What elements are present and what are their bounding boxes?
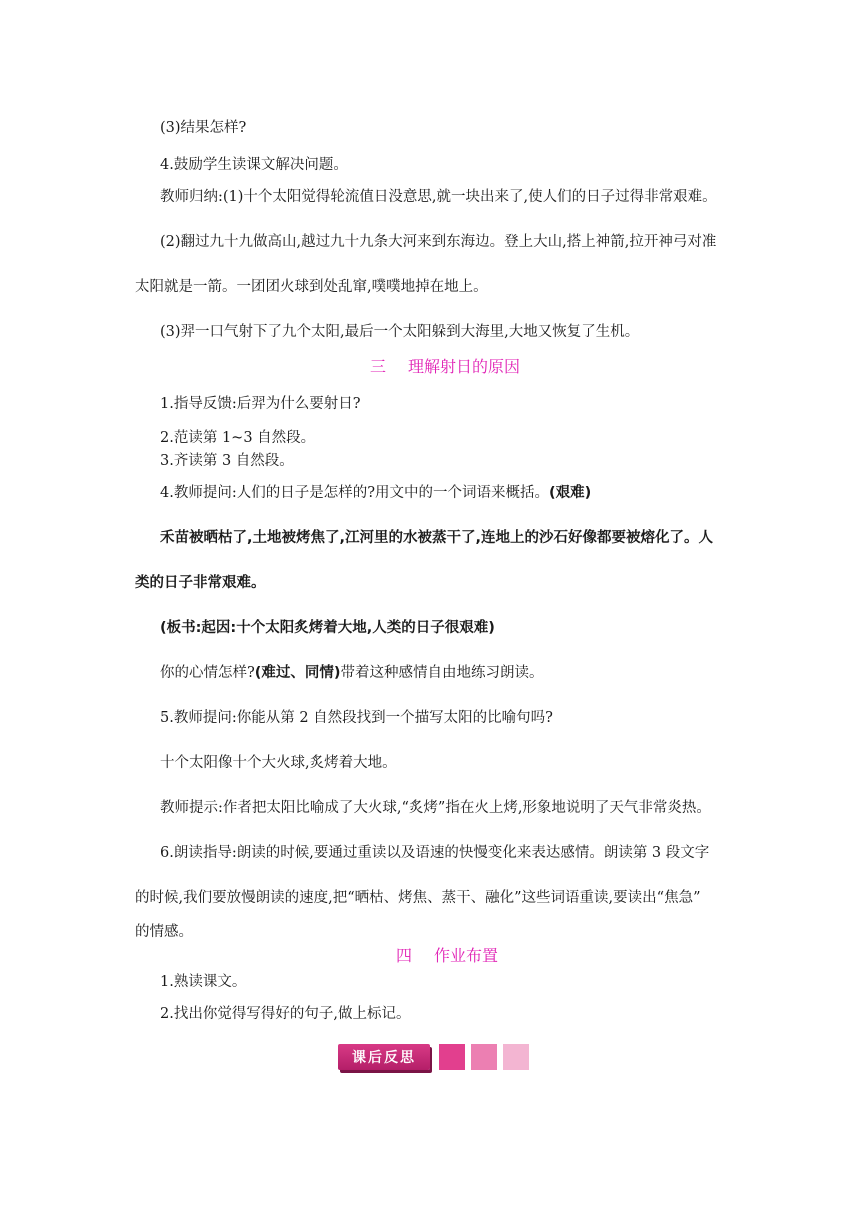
- text-line: (3)结果怎样?: [160, 120, 247, 136]
- section-number: 三: [370, 357, 387, 376]
- banner-label: 课后反思: [338, 1044, 430, 1070]
- answer-line: 类的日子非常艰难。: [135, 575, 266, 591]
- text-line: 1.指导反馈:后羿为什么要射日?: [160, 396, 361, 412]
- text-line: (2)翻过九十九做高山,越过九十九条大河来到东海边。登上大山,搭上神箭,拉开神弓对准: [160, 234, 717, 250]
- text-line: 3.齐读第 3 自然段。: [160, 453, 294, 469]
- text-line: 教师提示:作者把太阳比喻成了大火球,“炙烤”指在火上烤,形象地说明了天气非常炎热。: [160, 800, 711, 816]
- decor-square: [503, 1044, 529, 1070]
- text-line: (3)羿一口气射下了九个太阳,最后一个太阳躲到大海里,大地又恢复了生机。: [160, 324, 640, 340]
- decor-square: [439, 1044, 465, 1070]
- answer-line: 禾苗被晒枯了,土地被烤焦了,江河里的水被蒸干了,连地上的沙石好像都要被熔化了。人: [160, 530, 714, 546]
- question-text: 4.教师提问:人们的日子是怎样的?用文中的一个词语来概括。: [160, 485, 549, 501]
- mood-answer: (难过、同情): [254, 665, 341, 681]
- mood-question: 你的心情怎样?: [160, 665, 255, 681]
- text-line: 教师归纳:(1)十个太阳觉得轮流值日没意思,就一块出来了,使人们的日子过得非常艰难。: [160, 189, 717, 205]
- text-line: 十个太阳像十个大火球,炙烤着大地。: [160, 755, 397, 771]
- reflection-banner: [338, 1044, 529, 1070]
- text-line: 的情感。: [135, 924, 193, 940]
- answer-hint: (艰难): [549, 485, 592, 501]
- decor-square: [471, 1044, 497, 1070]
- text-line: 的时候,我们要放慢朗读的速度,把“晒枯、烤焦、蒸干、融化”这些词语重读,要读出“焦急”: [135, 890, 701, 906]
- section-title: 理解射日的原因: [408, 357, 521, 376]
- board-note: (板书:起因:十个太阳炙烤着大地,人类的日子很艰难): [160, 620, 495, 636]
- mood-instruction: 带着这种感情自由地练习朗读。: [340, 665, 544, 681]
- text-line: 太阳就是一箭。一团团火球到处乱窜,噗噗地掉在地上。: [135, 279, 488, 295]
- text-line: 2.范读第 1~3 自然段。: [160, 430, 316, 446]
- section-number: 四: [396, 946, 413, 965]
- text-line: 2.找出你觉得写得好的句子,做上标记。: [160, 1006, 411, 1022]
- section-heading: [370, 356, 520, 378]
- text-line: 4.鼓励学生读课文解决问题。: [160, 157, 348, 173]
- text-line: 5.教师提问:你能从第 2 自然段找到一个描写太阳的比喻句吗?: [160, 710, 553, 726]
- text-line: [160, 663, 544, 683]
- text-line: [160, 483, 591, 503]
- section-heading: [396, 945, 498, 967]
- text-line: 6.朗读指导:朗读的时候,要通过重读以及语速的快慢变化来表达感情。朗读第 3 段文字: [160, 845, 710, 861]
- text-line: 1.熟读课文。: [160, 974, 247, 990]
- section-title: 作业布置: [434, 946, 499, 965]
